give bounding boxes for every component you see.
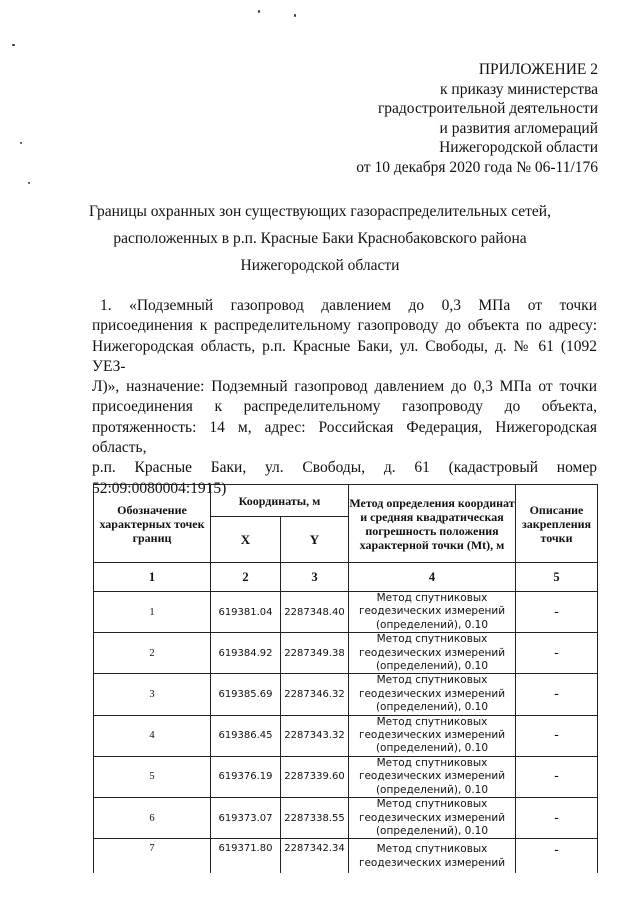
title-line: Границы охранных зон существующих газораспределительных сетей, — [89, 203, 551, 220]
column-number: 2 — [211, 563, 281, 592]
coord-y: 2287349.38 — [281, 633, 349, 674]
scan-speck — [20, 142, 22, 144]
table-row — [94, 756, 598, 797]
description-cell: - — [516, 756, 598, 797]
coord-x: 619373.07 — [211, 798, 281, 839]
description-cell: - — [516, 674, 598, 715]
title-line: расположенных в р.п. Красные Баки Краснобаковского района — [113, 230, 527, 247]
appendix-line: Нижегородской области — [439, 139, 598, 157]
point-id: 7 — [94, 839, 211, 874]
table-row — [94, 715, 598, 756]
header-description: Описание закрепления точки — [516, 485, 598, 563]
object-description — [92, 296, 597, 499]
appendix-heading: ПРИЛОЖЕНИЕ 2 — [478, 61, 598, 78]
header-x: X — [211, 517, 281, 563]
paragraph-line: присоединения к распределительному газопроводу до объекта, — [92, 398, 597, 416]
point-id: 4 — [94, 715, 211, 756]
coord-x: 619385.69 — [211, 674, 281, 715]
paragraph-line: Л)», назначение: Подземный газопровод давлением до 0,3 МПа от точки — [92, 378, 597, 396]
coord-y: 2287343.32 — [281, 715, 349, 756]
header-y: Y — [281, 517, 349, 563]
scan-speck — [12, 44, 15, 46]
scan-speck — [258, 10, 260, 13]
point-id: 1 — [94, 592, 211, 633]
coord-y: 2287338.55 — [281, 798, 349, 839]
paragraph-line: 1. «Подземный газопровод давлением до 0,3 МПа от точки — [100, 297, 597, 314]
header-method: Метод определения координат и средняя квадратическая погрешность положения характерной точки (Mt), м — [349, 485, 516, 563]
column-number: 3 — [281, 563, 349, 592]
coord-x: 619386.45 — [211, 715, 281, 756]
coord-x: 619376.19 — [211, 756, 281, 797]
coord-y: 2287348.40 — [281, 592, 349, 633]
scan-speck — [28, 182, 30, 184]
coord-x: 619371.80 — [211, 839, 281, 874]
column-number: 5 — [516, 563, 598, 592]
point-id: 3 — [94, 674, 211, 715]
scan-speck — [294, 14, 296, 17]
coordinates-table — [93, 484, 598, 873]
coord-x: 619381.04 — [211, 592, 281, 633]
title-line: Нижегородской области — [240, 257, 400, 274]
header-coords: Координаты, м — [211, 485, 349, 517]
appendix-line: к приказу министерства — [440, 80, 598, 98]
appendix-line: и развития агломераций — [439, 119, 598, 137]
description-cell: - — [516, 798, 598, 839]
method-cell: Метод спутниковых геодезических измерений (определений), 0.10 — [349, 674, 516, 715]
description-cell: - — [516, 839, 598, 874]
document-title — [60, 198, 580, 279]
description-cell: - — [516, 592, 598, 633]
table-row — [94, 839, 598, 874]
appendix-line: от 10 декабря 2020 года № 06-11/176 — [356, 158, 598, 176]
table-row — [94, 592, 598, 633]
coord-y: 2287339.60 — [281, 756, 349, 797]
coord-y: 2287342.34 — [281, 839, 349, 874]
method-cell: Метод спутниковых геодезических измерений — [349, 839, 516, 874]
paragraph-line: Нижегородская область, р.п. Красные Баки, ул. Свободы, д. № 61 (1092 УЕЗ- — [92, 337, 597, 375]
paragraph-line: присоединения к распределительному газопроводу до объекта по адресу: — [92, 317, 597, 335]
point-id: 2 — [94, 633, 211, 674]
column-number: 4 — [349, 563, 516, 592]
appendix-line: градостроительной деятельности — [377, 100, 598, 118]
point-id: 6 — [94, 798, 211, 839]
paragraph-line: протяженность: 14 м, адрес: Российская Федерация, Нижегородская область, — [92, 418, 597, 457]
table-row — [94, 633, 598, 674]
description-cell: - — [516, 633, 598, 674]
method-cell: Метод спутниковых геодезических измерений (определений), 0.10 — [349, 592, 516, 633]
header-point: Обозначение характерных точек границ — [94, 485, 211, 563]
method-cell: Метод спутниковых геодезических измерений (определений), 0.10 — [349, 798, 516, 839]
table-row — [94, 674, 598, 715]
paragraph-line: 52:09:0080004:1915) — [92, 479, 227, 497]
point-id: 5 — [94, 756, 211, 797]
table-row — [94, 798, 598, 839]
coord-y: 2287346.32 — [281, 674, 349, 715]
paragraph-line: р.п. Красные Баки, ул. Свободы, д. 61 (кадастровый номер — [92, 459, 597, 477]
method-cell: Метод спутниковых геодезических измерений (определений), 0.10 — [349, 715, 516, 756]
appendix-block — [356, 60, 598, 178]
method-cell: Метод спутниковых геодезических измерений (определений), 0.10 — [349, 756, 516, 797]
coord-x: 619384.92 — [211, 633, 281, 674]
column-number: 1 — [94, 563, 211, 592]
description-cell: - — [516, 715, 598, 756]
method-cell: Метод спутниковых геодезических измерений (определений), 0.10 — [349, 633, 516, 674]
